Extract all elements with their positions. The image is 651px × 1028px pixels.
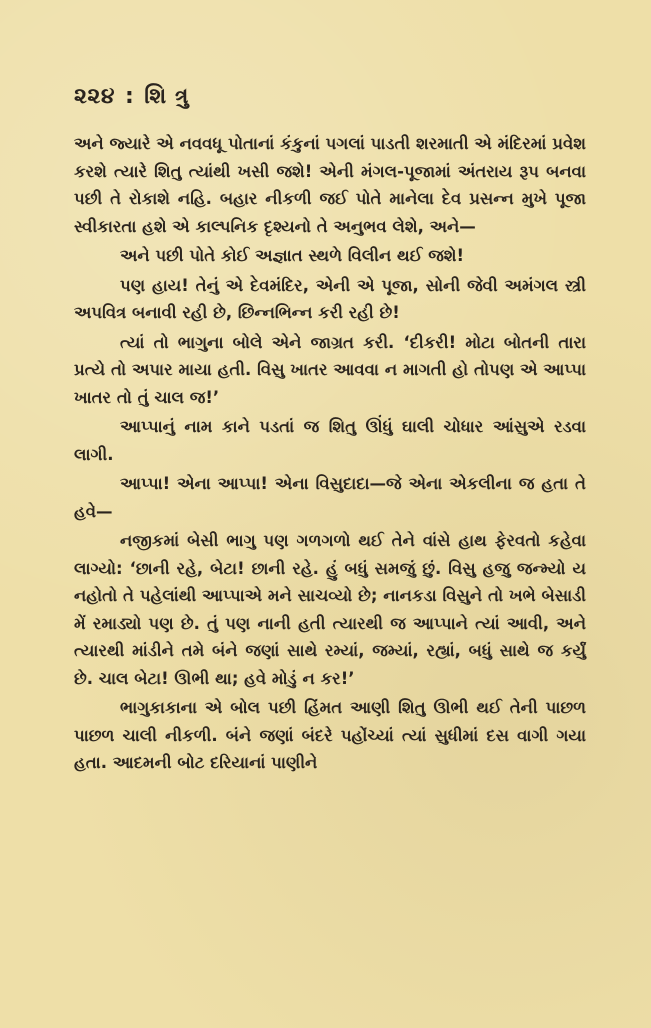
page-number: ૨૨૪ <box>74 84 115 109</box>
paragraph-4: ત્યાં તો ભાગુના બોલે એને જાગ્રત કરી. ‘દીકરી! મોટા બોતની તારા પ્રત્યે તો અપાર માયા હતી. વિસુ ખાતર આવવા ન માગતી હો તોપણ એ આપ્પા ખાતર તો તું ચાલ જ!’ <box>74 332 586 407</box>
page-header <box>74 84 189 109</box>
paragraph-7: નજીકમાં બેસી ભાગુ પણ ગળગળો થઈ તેને વાંસે હાથ ફેરવતો કહેવા લાગ્યો: ‘છાની રહે, બેટા! છાની રહે. હું બધું સમજું છું. વિસુ હજુ જન્મ્યો ય નહોતો તે પહેલાંથી આપ્પાએ મને સાચવ્યો છે; નાનકડા વિસુને તો ખભે બેસાડી મેં રમાડ્યો પણ છે. તું પણ નાની હતી ત્યારથી જ આપ્પાને ત્યાં આવી, અને ત્યારથી માંડીને તમે બંને જણાં સાથે રમ્યાં, જમ્યાં, રહ્યાં, બધું સાથે જ કર્યું છે. ચાલ બેટા! ઊભી થા; હવે મોડું ન કર!’ <box>74 531 586 688</box>
page-body <box>74 130 586 777</box>
paragraph-8: ભાગુકાકાના એ બોલ પછી હિંમત આણી શિતુ ઊભી થઈ તેની પાછળ પાછળ ચાલી નીકળી. બંને જણાં બંદરે પહોંચ્યાં ત્યાં સુધીમાં દસ વાગી ગયા હતા. આદમની બોટ દરિયાનાં પાણીને <box>74 698 586 772</box>
paragraph-3: પણ હાય! તેનું એ દેવમંદિર, એની એ પૂજા, સોની જેવી અમંગલ સ્ત્રી અપવિત્ર બનાવી રહી છે, છિન્નભિન્ન કરી રહી છે! <box>74 275 586 322</box>
paragraph-2: અને પછી પોતે કોઈ અજ્ઞાત સ્થળે વિલીન થઈ જશે! <box>120 246 465 265</box>
paragraph-6: આપ્પા! એના આપ્પા! એના વિસુદાદા—જે એના એકલીના જ હતા તે હવે— <box>74 474 586 521</box>
running-title: શિ ત્રુ <box>144 84 189 109</box>
header-separator: : <box>124 84 135 109</box>
paragraph-1: અને જ્યારે એ નવવધૂ પોતાનાં કંકુનાં પગલાં પાડતી શરમાતી એ મંદિરમાં પ્રવેશ કરશે ત્યારે શિતુ ત્યાંથી ખસી જશે! એની મંગલ-પૂજામાં અંતરાય રૂપ બનવા પછી તે રોકાશે નહિ. બહાર નીકળી જઈ પોતે માનેલા દેવ પ્રસન્ન મુખે પૂજા સ્વીકારતા હશે એ કાલ્પનિક દૃશ્યનો તે અનુભવ લેશે, અને— <box>74 134 586 236</box>
paragraph-5: આપ્પાનું નામ કાને પડતાં જ શિતુ ઊંધું ઘાલી ચોધાર આંસુએ રડવા લાગી. <box>74 417 586 464</box>
